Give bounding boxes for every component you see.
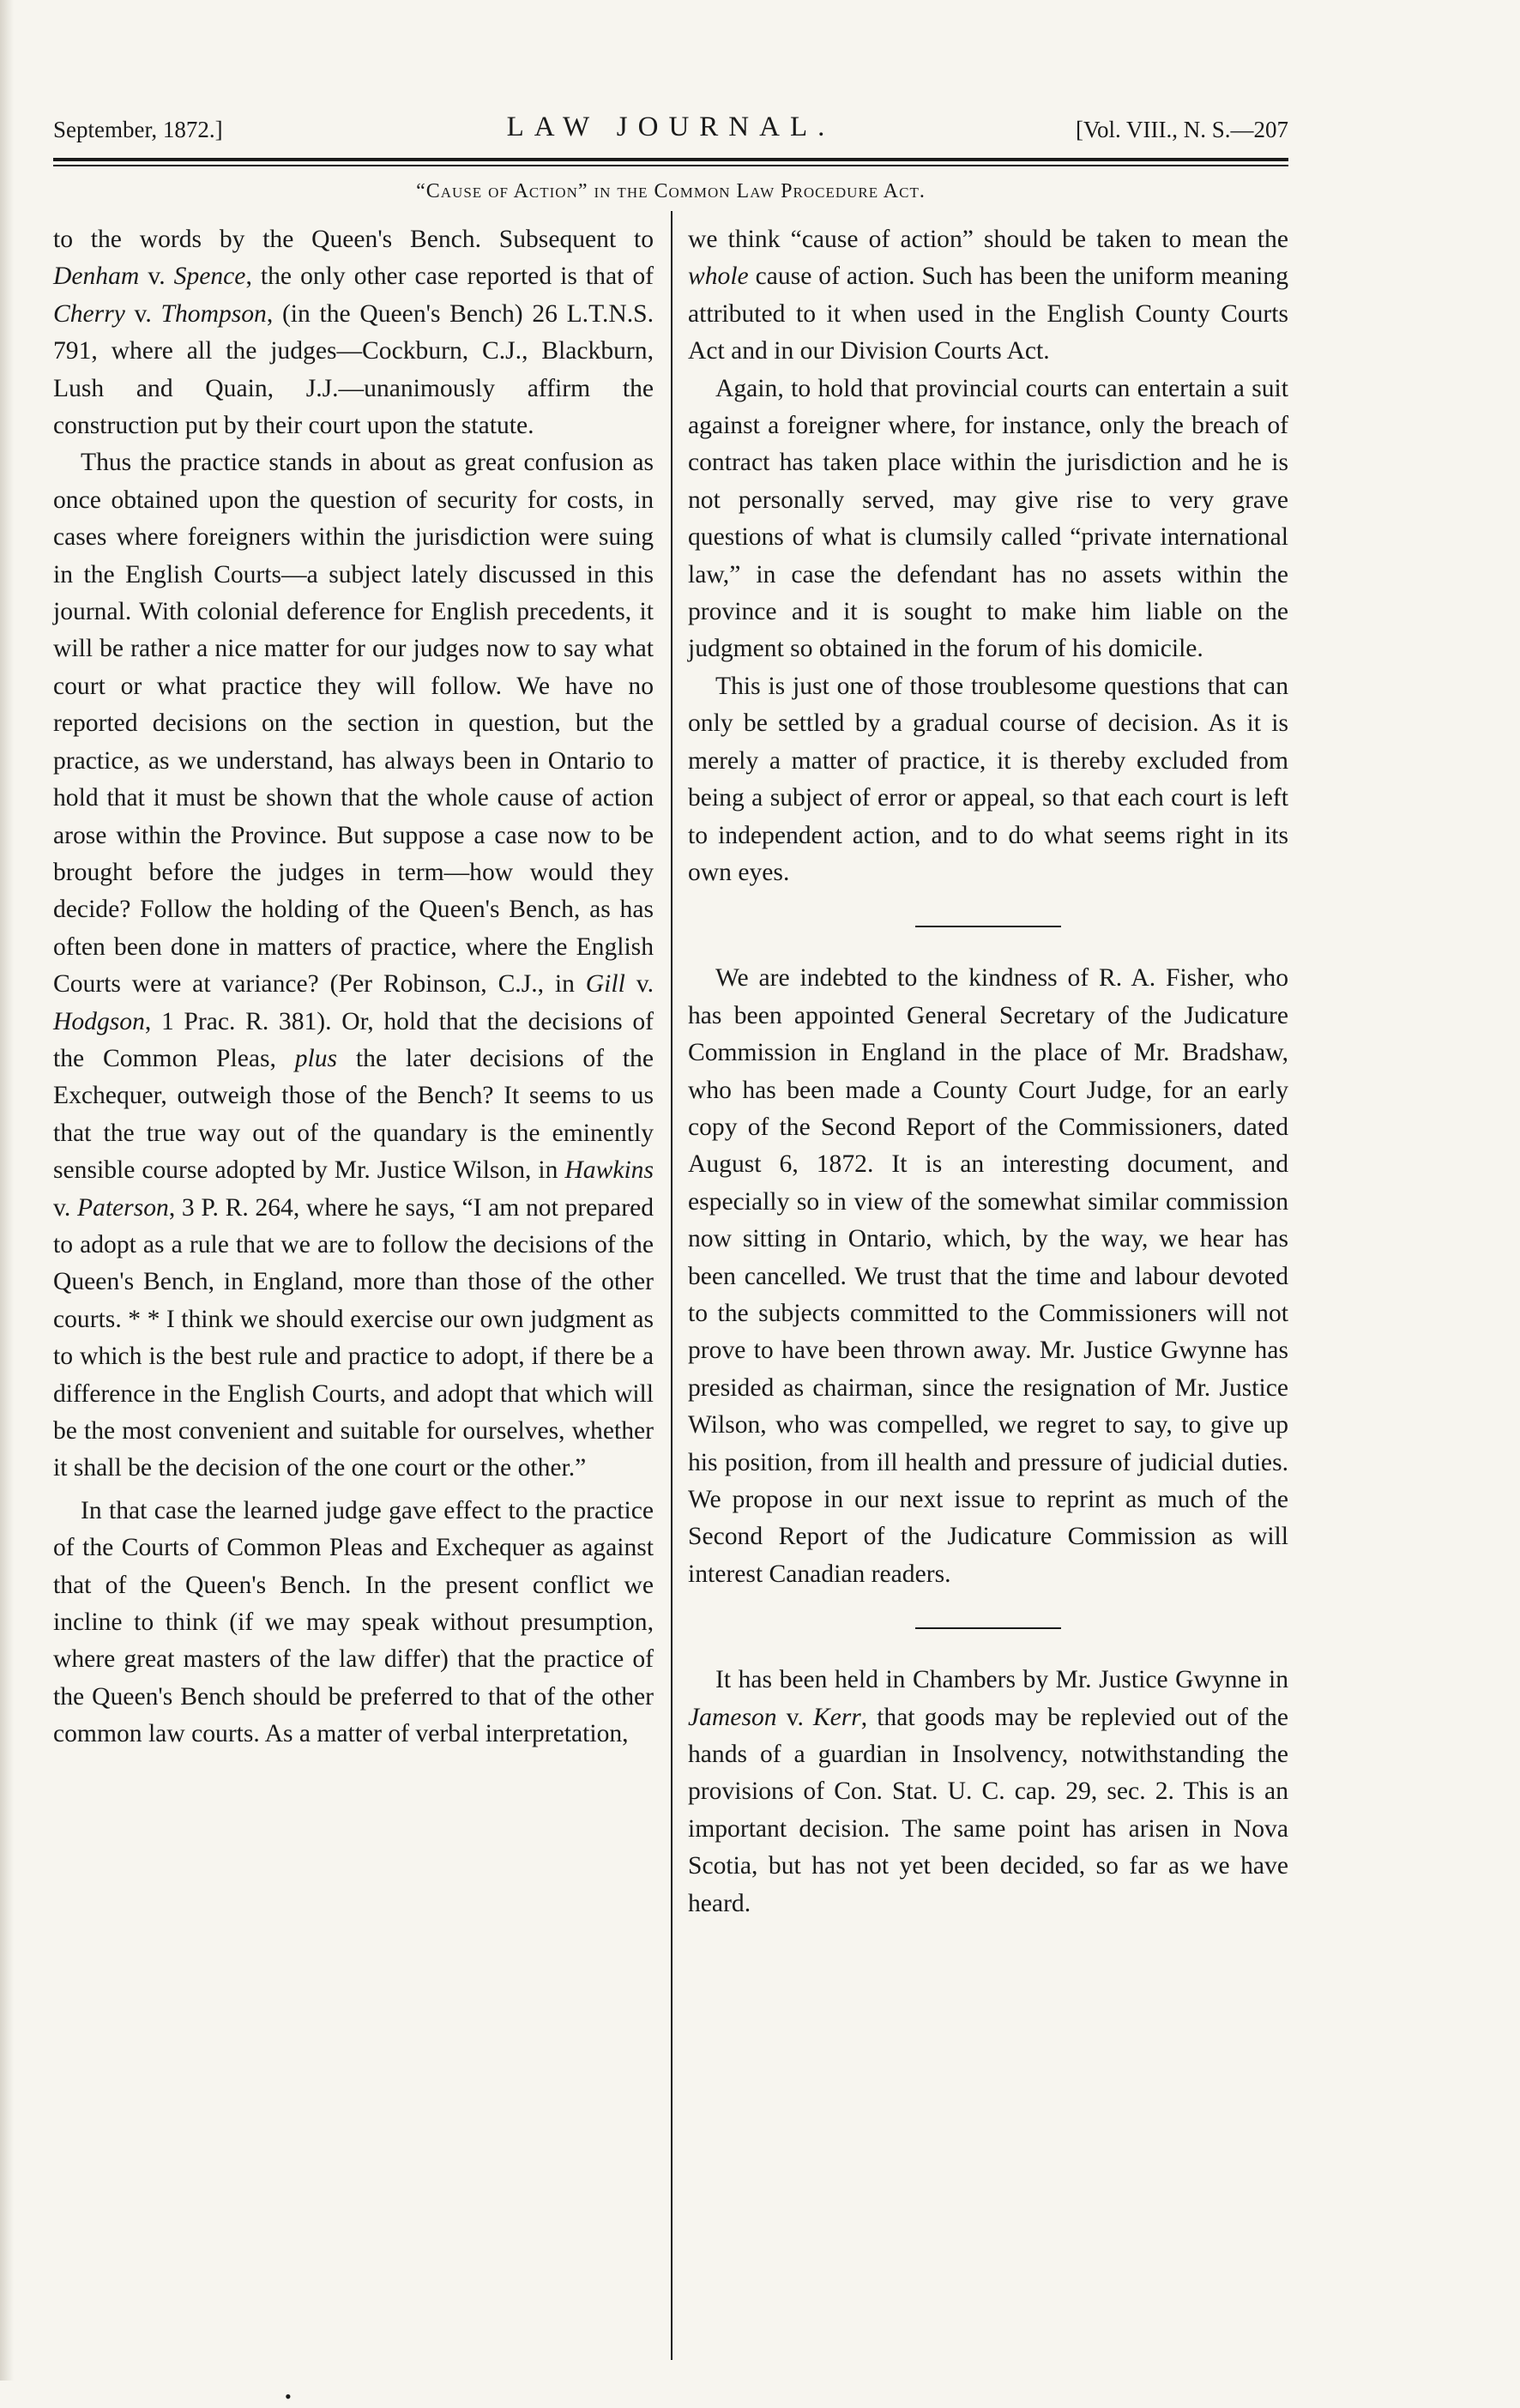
case-name: Hawkins [564,1156,654,1185]
header-date: September, 1872.] [53,117,223,142]
text-run: v. [124,299,161,328]
case-name: Paterson [76,1193,169,1222]
case-name: Kerr [812,1703,861,1731]
case-name: Hodgson [53,1007,145,1035]
paragraph: This is just one of those troublesome questions that can only be settled by a gradual course of decision. As it is merely a matter of practice, it is thereby excluded from being a subject of error or appeal, so that each court is left to independent action, and to do what seems right in its own eyes. [688,672,1288,886]
text-run: Thus the practice stands in about as great confusion as once obtained upon the question of security for costs, in cases where foreigners within the jurisdiction were suing in the English Courts—a subject lately discussed in this journal. With colonial deference for English precedents, it will be rather a nice matter for our judges now to say what court or what practice they will follow. We have no reported decisions on the section in question, but the practice, as we understand, has always been in Ontario to hold that it must be shown that the whole cause of action arose within the Province. But suppose a case now to be brought before the judges in term—how would they decide? Follow the holding of the Queen's Bench, as has often been done in matters of practice, where the English Courts were at variance? (Per Robinson, C.J., in [53,449,654,999]
section-separator [915,1627,1061,1629]
case-name: Spence [173,263,246,291]
paragraph [53,221,654,444]
right-column [688,221,1288,1922]
column-divider [671,211,673,2360]
text-run: , 1 Prac. R. 381). Or, hold that the decisions of the Common Pleas, [53,1007,654,1072]
emphasis: plus [294,1044,338,1072]
paragraph [53,444,654,1487]
bottom-mark: • [285,2386,292,2407]
text-run: , that goods may be replevied out of the hands of a guardian in Insolvency, notwithstanding the provisions of Con. Stat. U. C. cap. 29, sec. 2. This is an important decision. The same point has arisen in Nova Scotia, but has not yet been decided, so far as we have heard. [688,1703,1288,1917]
text-run: , (in the Queen's Bench) 26 L.T.N.S. 791, where all the judges—Cockburn, C.J., Blackburn, Lush and Quain, J.J.—unanimously affirm the construction put by their court upon the statute. [53,299,654,440]
text-run: we think “cause of action” should be taken to mean the [688,226,1288,253]
text-run: cause of action. Such has been the uniform meaning attributed to it when used in the English County Courts Act and in our Division Courts Act. [688,263,1288,365]
left-column [53,221,654,1753]
header-volume: [Vol. VIII., N. S.—207 [1075,117,1288,142]
running-header [53,110,1288,153]
text-run: the later decisions of the Exchequer, outweigh those of the Bench? It seems to us that the true way out of the quandary is the eminently sensible course adopted by Mr. Justice Wilson, in [53,1044,654,1185]
paragraph: We are indebted to the kindness of R. A. Fisher, who has been appointed General Secretary of the Judicature Commission in England in the place of Mr. Bradshaw, who has been made a County Court Judge, for an early copy of the Second Report of the Commissioners, dated August 6, 1872. It is an interesting document, and especially so in view of the somewhat similar commission now sitting in Ontario, which, by the way, we hear has been cancelled. We trust that the time and labour devoted to the subjects committed to the Commissioners will not prove to have been thrown away. Mr. Justice Gwynne has presided as chairman, since the resignation of Mr. Justice Wilson, who was compelled, we regret to say, to give up his position, from ill health and pressure of judicial duties. We propose in our next issue to reprint as much of the Second Report of the Judicature Commission as will interest Canadian readers. [688,964,1288,1588]
header-journal-title: LAW JOURNAL. [506,112,835,142]
text-run: It has been held in Chambers by Mr. Justice Gwynne in [715,1666,1288,1694]
text-run: v. [776,1703,813,1731]
section-separator [915,926,1061,927]
page-edge-shadow [0,0,14,2381]
header-rule-thin [53,165,1288,166]
text-run: v. [624,970,654,999]
case-name: Jameson [688,1703,777,1731]
paragraph [688,221,1288,371]
paragraph: Again, to hold that provincial courts can entertain a suit against a foreigner where, for instance, only the breach of contract has taken place within the jurisdiction and he is not personally served, may give rise to very grave questions of what is clumsily called “private international law,” in case the defendant has no assets within the province and it is sought to make him liable on the judgment so obtained in the forum of his domicile. [688,374,1288,663]
paragraph [688,1662,1288,1922]
text-run: v. [53,1193,77,1222]
text-run: , 3 P. R. 264, where he says, “I am not prepared to adopt as a rule that we are to follow the decisions of the Queen's Bench, in England, more than those of the other courts. * * I think we should exercise our own judgment as to which is the best rule and practice to adopt, if there be a difference in the English Courts, and adopt that which will be the most convenient and suitable for ourselves, whether it shall be the decision of the one court or the other.” [53,1193,654,1482]
case-name: Cherry [53,299,125,328]
case-name: Gill [585,970,625,999]
text-run: , the only other case reported is that of [245,263,654,291]
emphasis: whole [688,263,749,291]
text-run: v. [139,263,174,291]
paragraph: In that case the learned judge gave effect to the practice of the Courts of Common Pleas and Exchequer as against that of the Queen's Bench. In the present conflict we incline to think (if we may speak without presumption, where great masters of the law differ) that the practice of the Queen's Bench should be preferred to that of the other common law courts. As a matter of verbal interpretation, [53,1496,654,1748]
case-name: Denham [53,263,140,291]
text-run: to the words by the Queen's Bench. Subsequent to [53,226,654,253]
case-name: Thompson [160,299,267,328]
article-subtitle: “Cause of Action” in the Common Law Procedure Act. [416,180,926,202]
header-rule-thick [53,158,1288,161]
